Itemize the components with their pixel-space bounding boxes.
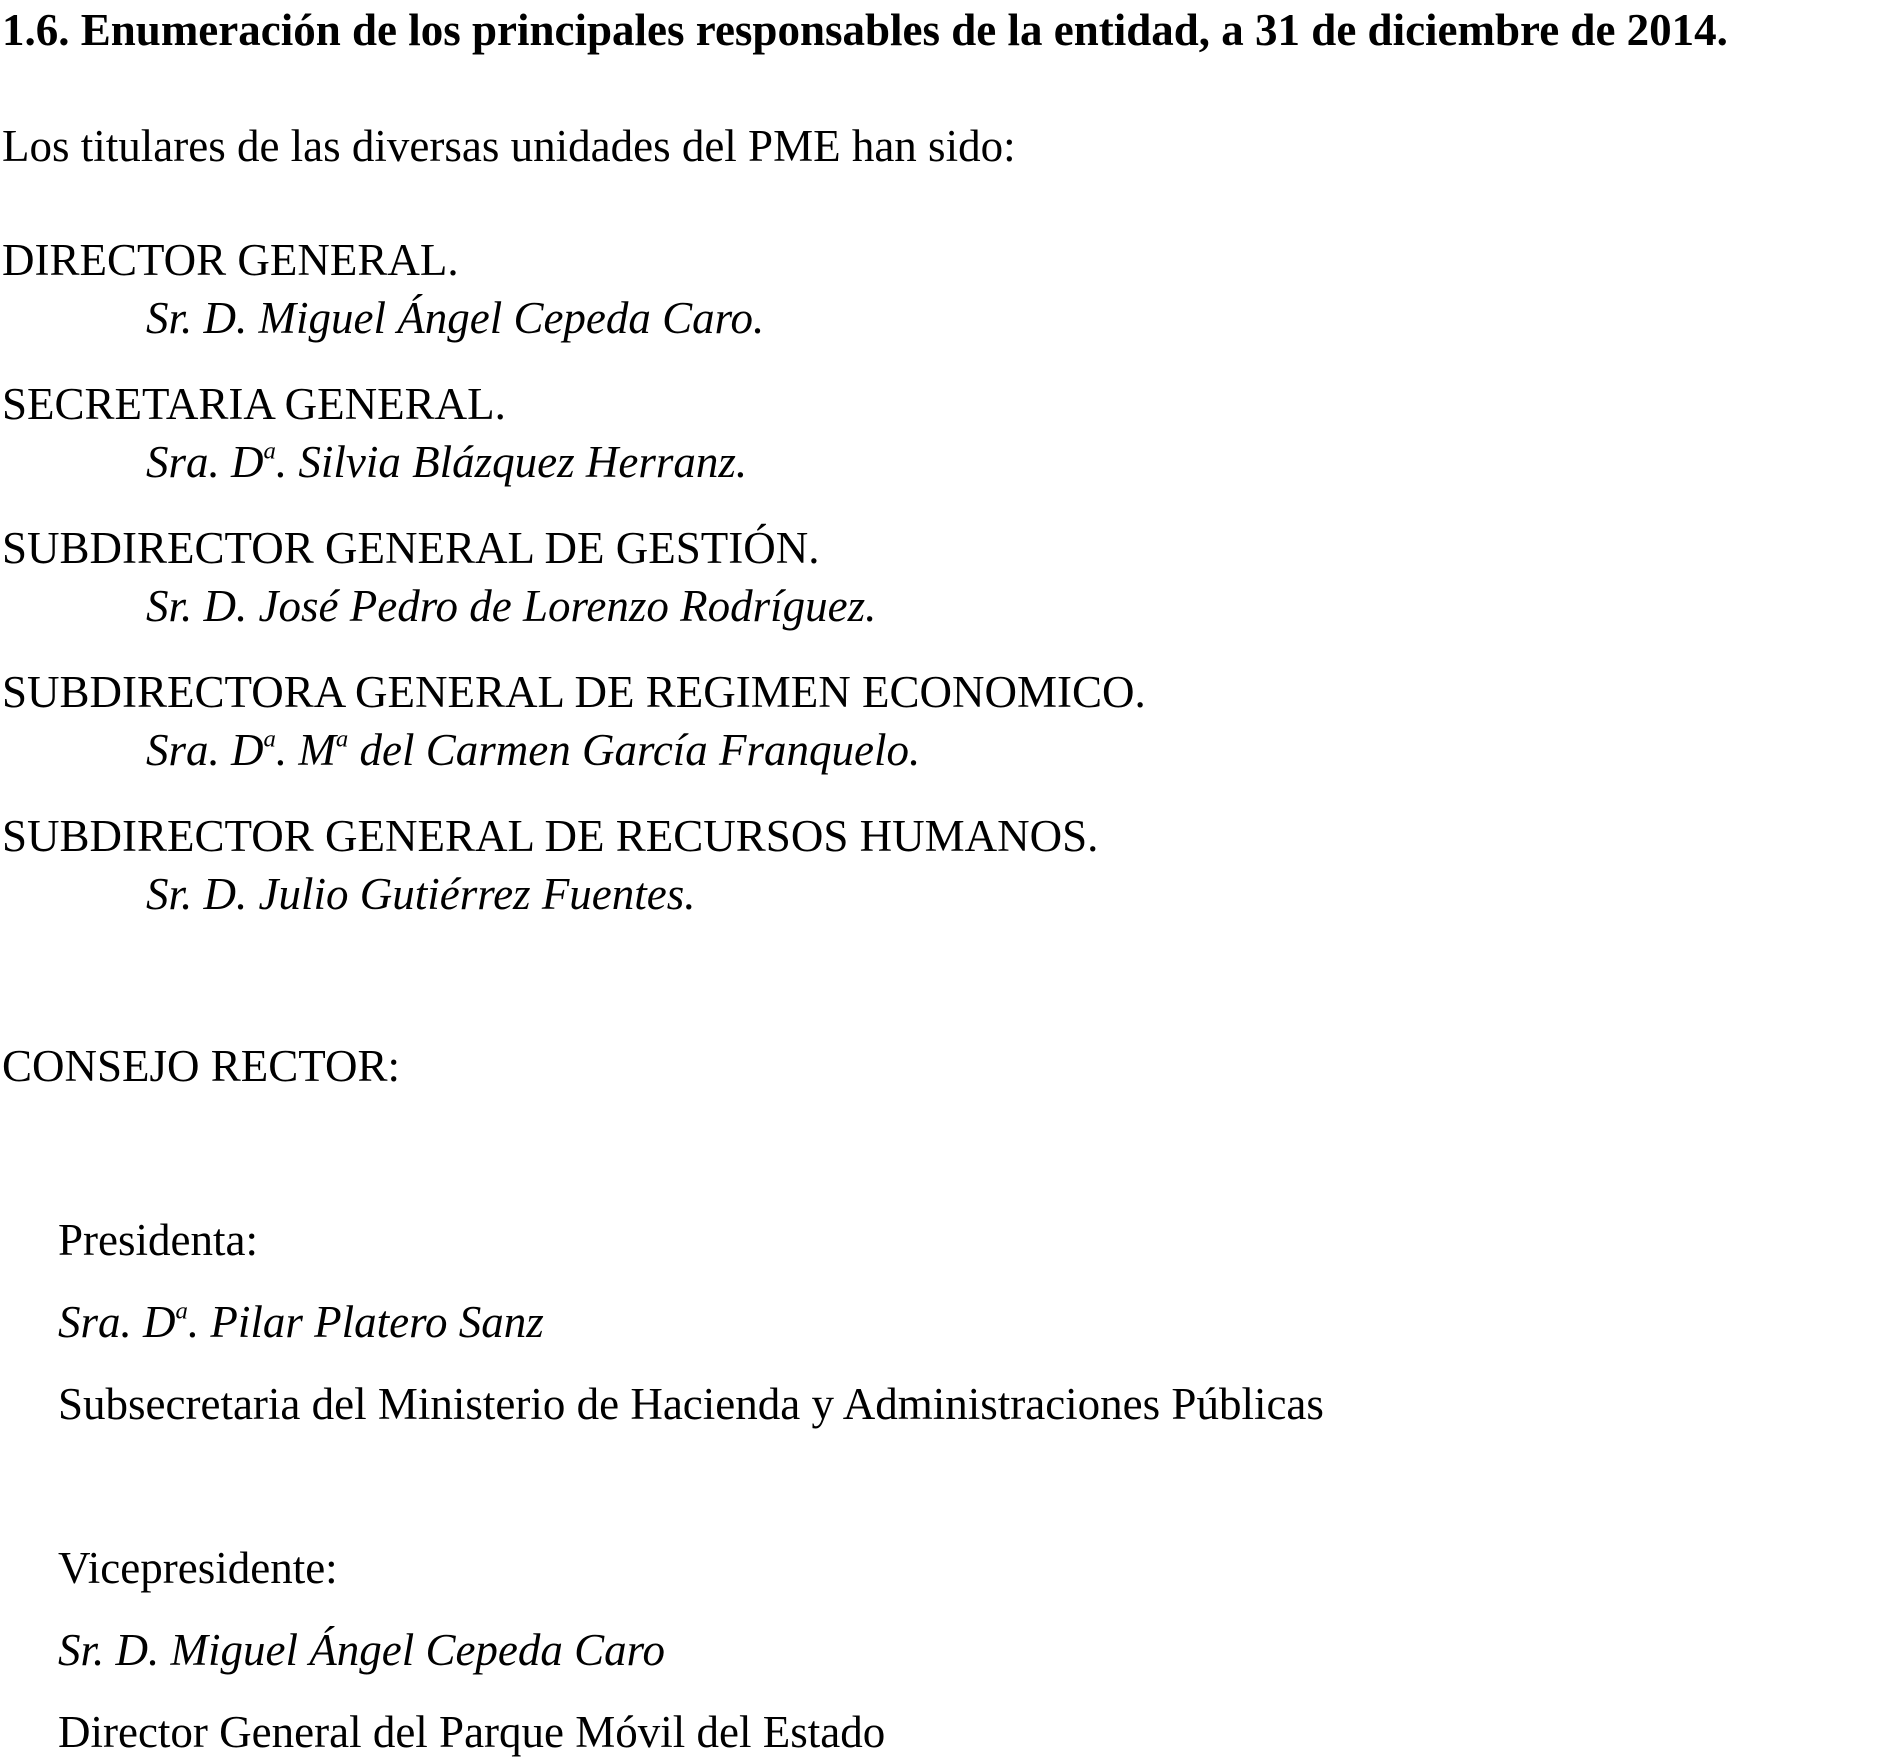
unit-role: SUBDIRECTOR GENERAL DE GESTIÓN. (2, 523, 820, 573)
unit-role: SECRETARIA GENERAL. (2, 379, 506, 429)
unit-role: SUBDIRECTOR GENERAL DE RECURSOS HUMANOS. (2, 811, 1099, 861)
council-member-affiliation: Director General del Parque Móvil del Estado (58, 1707, 886, 1757)
council-member-position: Vicepresidente: (58, 1543, 338, 1593)
unit-holder: Sr. D. Julio Gutiérrez Fuentes. (146, 869, 696, 919)
council-title: CONSEJO RECTOR: (2, 1041, 400, 1091)
council-member-name: Sr. D. Miguel Ángel Cepeda Caro (58, 1625, 666, 1675)
unit-holder: Sr. D. Miguel Ángel Cepeda Caro. (146, 293, 765, 343)
council-member-name: Sra. $D^a$. Pilar Platero Sanz (58, 1297, 544, 1347)
unit-role: SUBDIRECTORA GENERAL DE REGIMEN ECONOMICO. (2, 667, 1146, 717)
unit-role: DIRECTOR GENERAL. (2, 235, 459, 285)
unit-holder: Sr. D. José Pedro de Lorenzo Rodríguez. (146, 581, 877, 631)
unit-holder: Sra. $D^a$. Silvia Blázquez Herranz. (146, 437, 748, 487)
council-member-affiliation: Subsecretaria del Ministerio de Hacienda y Administraciones Públicas (58, 1379, 1324, 1429)
unit-holder: Sra. $D^a$. $M^a$ del Carmen García Franquelo. (146, 725, 921, 775)
section-heading: 1.6. Enumeración de los principales responsables de la entidad, a 31 de diciembre de 2014. (2, 5, 1728, 55)
council-member-position: Presidenta: (58, 1215, 258, 1265)
intro-paragraph: Los titulares de las diversas unidades del PME han sido: (2, 121, 1016, 171)
